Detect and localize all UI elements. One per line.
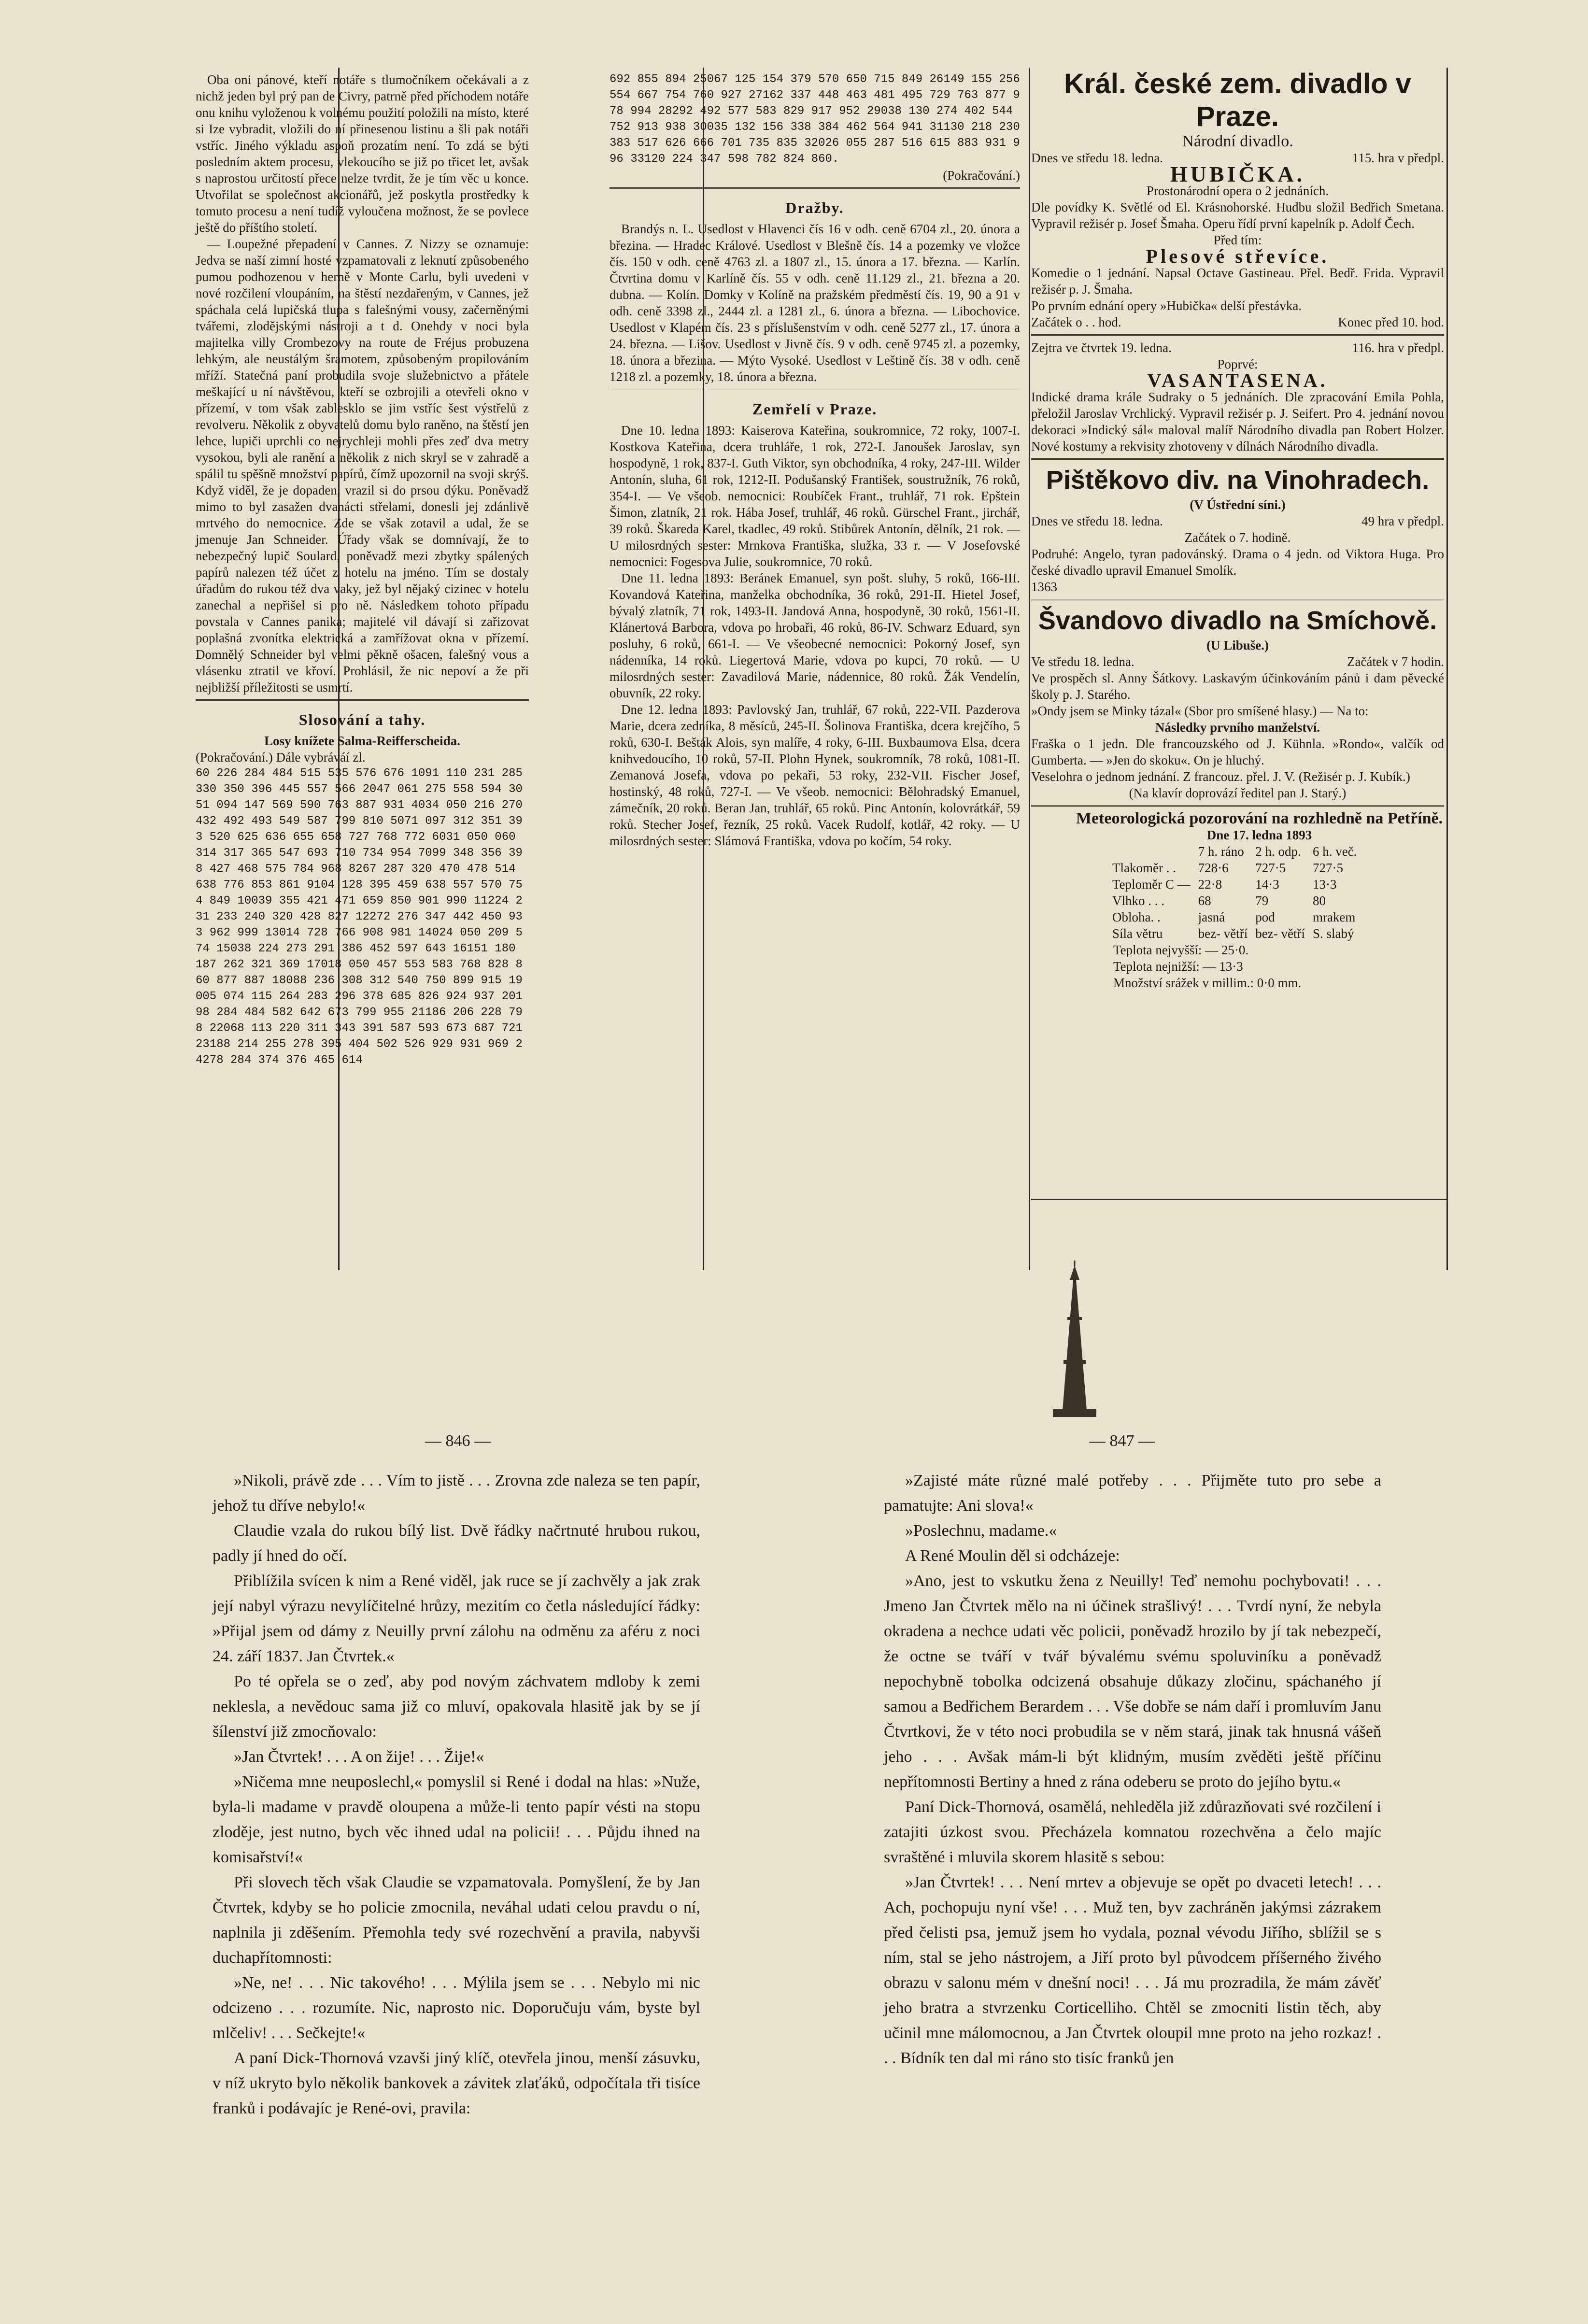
deaths-paragraph: Dne 11. ledna 1893: Beránek Emanuel, syn pošt. sluhy, 5 roků, 166-III. Kovandová Kateřina, manželka obchodníka, 36 roků, 291-II. Hietel Josef, bývalý zlatník, 71 rok, 1493-II. Jandová Anna, hospodyně, 30 roků, 1561-II. Klánertová Barbora, vdova po hrobaři, 46 roků, 86-IV. Schwarz Eduard, syn posluhy, 6 roků, 661-I. — Ve všeobecné nemocnici: Pokorný Josef, syn nádenníka, 14 roků. Liegertová Marie, vdova po kupci, 70 roků. — U milosrdných sester: Zavadilová Marie, nádennice, 80 roků. Žák Vendelín, obuvník, 22 roky.	[610, 571, 1020, 700]
weather-value: bez- větří	[1255, 926, 1305, 941]
theatre-subtitle: (U Libuše.)	[1206, 638, 1269, 652]
novel-paragraph: »Zajisté máte různé malé potřeby . . . Přijměte tuto pro sebe a pamatujte: Ani slova!«	[884, 1472, 1381, 1515]
separator	[610, 389, 1020, 390]
play-title: VASANTASENA.	[1147, 369, 1328, 391]
novel-paragraph: Po té opřela se o zeď, aby pod novým záchvatem mdloby k zemi neklesla, a nevědouc sama již co mluví, opakovala hlasitě jak by se jí šílenství již zmocňovalo:	[213, 1672, 700, 1741]
section-heading: Dražby.	[785, 199, 844, 216]
weather-value: S. slabý	[1312, 926, 1354, 941]
show-number: 116. hra v předpl.	[1352, 340, 1444, 355]
intermission-note: Po prvním ednání opery »Hubička« delší přestávka.	[1031, 298, 1302, 313]
show-date: Dnes ve středu 18. ledna.	[1031, 151, 1163, 165]
novel-paragraph: Přiblížila svícen k nim a René viděl, jak ruce se jí zachvěly a jak zrak její nabyl výrazu nevylíčitelné hrůzy, mezitím co četla následující řádky: »Přijal jsem od dámy z Neuilly první zálohu na odměnu za aféru z noci 24. září 1837. Jan Čtvrtek.«	[213, 1572, 700, 1665]
separator	[1031, 805, 1444, 807]
lottery-intro: (Pokračování.) Dále vybráváí zl.	[196, 750, 366, 765]
weather-value: 727·5	[1312, 861, 1343, 875]
play-description: Prostonárodní opera o 2 jednáních.	[1146, 184, 1329, 198]
before-label: Před tím:	[1213, 233, 1262, 247]
novel-paragraph: Paní Dick-Thornová, osamělá, nehleděla již zdůrazňovati své rozčilení i zatajiti úzkost svou. Přecházela komnatou rozechvěna a čelo majíc svraštěné i mluvila skorem hlasitě s sebou:	[884, 1798, 1381, 1866]
section-heading: Zemřelí v Praze.	[752, 400, 878, 418]
show-date: Zejtra ve čtvrtek 19. ledna.	[1031, 340, 1172, 355]
novel-paragraph: »Ne, ne! . . . Nic takového! . . . Mýlila jsem se . . . Nebylo mi nic odcizeno . . . rozumíte. Nic, naprosto nic. Doporučuju vám, byste byl mlčeliv! . . . Sečkejte!«	[213, 1974, 700, 2042]
weather-value: 13·3	[1312, 877, 1337, 892]
show-date: Dnes ve středu 18. ledna.	[1031, 514, 1163, 528]
page-number: — 846 —	[425, 1432, 491, 1450]
weather-col: 6 h. več.	[1312, 844, 1357, 859]
novel-paragraph: »Jan Čtvrtek! . . . Není mrtev a objevuje se opět po dvaceti letech! . . . Ach, pochopuju nyní vše! . . . Muž ten, byv zachráněn jakýmsi zázrakem před čelisti psa, jemuž jsem ho vydala, poznal vévodu Jiřího, sblížil se s ním, stal se jeho nástrojem, a Jiří proto byl původcem příšerného živého obrazu v salonu mém v dnešní noci! . . . Já mu prozradila, že mám závěť jeho bratra a stvrzenku Corticelliho. Chtěl se zmocniti listin těch, aby učinil mne málomocnou, a Jan Čtvrtek oloupil mne proto na jeho rozkaz! . . . Bídník ten dal mi ráno sto tisíc franků jen	[884, 1873, 1381, 2067]
print-number: 1363	[1031, 580, 1057, 594]
weather-value: bez- větří	[1198, 926, 1248, 941]
play-credits: Komedie o 1 jednání. Napsal Octave Gastineau. Přel. Bedř. Frida. Vypravil režisér p. J. Šmaha.	[1031, 266, 1444, 297]
novel-right	[884, 1468, 1381, 2289]
petrin-tower-icon	[1038, 1261, 1111, 1420]
novel-paragraph: A René Moulin děl si odcházeje:	[905, 1547, 1120, 1565]
lottery-subheading: Losy knížete Salma-Reifferscheida.	[264, 734, 460, 748]
column-rule	[1446, 68, 1448, 1270]
play-credits: Indické drama krále Sudraky o 5 jednáních. Dle zpracování Emila Pohla, přeložil Jaroslav Vrchlický. Vypravil režisér p. J. Seifert. Pro 4. jednání novou dekoraci »Indický sál« maloval malíř Národního divadla pan Robert Holzer. Nové kostumy a rekvisity zhotoveny v dílnách Národního divadla.	[1031, 390, 1444, 453]
article-paragraph: Oba oni pánové, kteří notáře s tlumočníkem očekávali a z nichž jeden byl prý pan de Civry, patrně před příchodem notáře onu knihu vyloženou k volnému použití položili na místo, které si Ize vybradit, vložili do ní přinesenou listinu a šli pak notáři vstříc. Jiného výkladu aspoň prozatím není. To zdá se býti posledním aktem procesu, vlekoucího se již po třicet let, avšak s naprostou určitostí přece nelze tvrdit, že je tím věc u konce. Utvořilat se společnost akcionářů, jež poskytla prostředky k tomuto procesu a není tudíž vyloučena možnost, že se povlece ještě do příštího století.	[196, 72, 529, 235]
weather-label: Teploměr C —	[1112, 877, 1191, 892]
continued-note: (Pokračování.)	[943, 168, 1020, 183]
novel-paragraph: »Ničema mne neuposlechl,« pomyslil si René i dodal na hlas: »Nuže, byla-li madame v pravdě oloupena a může-li tento papír vésti na stopu zloděje, jest nutno, bych věc ihned udal na policii! . . . Půjdu ihned na komisařství!«	[213, 1773, 700, 1866]
weather-value: 22·8	[1198, 877, 1222, 892]
deaths-paragraph: Dne 10. ledna 1893: Kaiserova Kateřina, soukromnice, 72 roky, 1007-I. Kostkova Kateřina, dcera truhláře, 1 rok, 272-I. Janoušek Jaroslav, syn hospodyně, 1 rok, 837-I. Guth Viktor, syn obchodníka, 4 roky, 247-III. Wilder Antonín, sluha, 61 rok, 1212-II. Podušanský František, soustružník, 76 roků, 354-I. — Ve všeob. nemocnici: Roubíček Frant., truhlář, 71 rok. Epštein Šimon, zlatník, 21 rok. Hába Josef, truhlář, 46 roků. Gürschel Frant., jirchář, 39 roků. Škareda Karel, tkadlec, 49 roků. Stibůrek Antonín, dělník, 21 rok. — U milosrdných sester: Mrnkova Františka, služka, 33 r. — V Josefovské nemocnici: Fogesova Julie, soukromnice, 70 roků.	[610, 423, 1020, 569]
auction-list: Brandýs n. L. Usedlost v Hlavenci čís 16 v odh. ceně 6704 zl., 20. února a březina. — Hradec Králové. Usedlost v Blešně čís. 14 a pozemky ve vložce čís. 150 v odh. ceně 4763 zl. a 1807 zl., 15. února a 17. března. — Karlín. Čtvrtina domu v Karlíně čís. 55 v odh. ceně 11.129 zl., 21. března a 20. dubna. — Kolín. Domky v Kolíně na pražském předměstí čís. 19, 90 a 91 v odh. ceně 3398 zl., 2444 zl. a 1281 zl., 6. února a března. — Libochovice. Usedlost v Klapém čís. 23 s příslušenstvím v odh. ceně 5277 zl., 17. února a 24. března. — Lišov. Usedlost v Jivně čís. 9 v odh. ceně 9745 zl. a pozemky, 18. února a březina. — Mýto Vysoké. Usedlost v Leštině čís. 38 v odh. ceně 1218 zl. a pozemky, 18. února a března.	[610, 222, 1020, 384]
temp-min: Teplota nejnižší: — 13·3	[1113, 959, 1243, 974]
novel-paragraph: »Ano, jest to vskutku žena z Neuilly! Teď nemohu pochybovati! . . . Jmeno Jan Čtvrtek mělo na ni účinek strašlivý! . . . Tvrdí nyní, že nebyla okradena a nechce udati věc policii, poněvadž hrozilo by jí tak nebezpečí, že octne se tváří v tvář bývalému svému spoluviníku a poněvadž nepochybně tobolka odcizená obsahuje důkazy zločinu, spáchaného jí samou a Bedřichem Berardem . . . Vše dobře se nám daří i promluvím Janu Čtvrtkovi, že v této noci probudila se v něm stará, jinak tak hnusná vášeň jeho . . . Avšak mám-li být klidným, musím zvěděti ještě příčinu nepřítomnosti Bertiny a hned z rána odeberu se proto do jejího bytu.«	[884, 1572, 1381, 1791]
separator	[196, 699, 529, 701]
weather-value: 79	[1255, 893, 1269, 908]
show-date: Ve středu 18. ledna.	[1031, 654, 1134, 669]
weather-label: Obloha. .	[1112, 910, 1161, 924]
weather-label: Síla větru	[1112, 926, 1163, 941]
weather-col: 2 h. odp.	[1255, 844, 1301, 859]
accompaniment-note: (Na klavír doprovází ředitel pan J. Starý.)	[1129, 786, 1347, 800]
weather-col: 7 h. ráno	[1198, 844, 1244, 859]
article-paragraph: — Loupežné přepadení v Cannes. Z Nizzy se oznamuje: Jedva se naší zimní hosté vzpamatovali z leknutí způsobeného pumou podhozenou v herně v Monte Carlu, byli uvedeni v nové rozčilení vloupáním, na štěstí nezdařeným, v Cannes, jež spáchala celá lupičská tlupa s falešnými vousy, začerněnými tvářemi, zlodějskými nástroji a t d. Onehdy v noci byla majitelka villy Crombezovy na route de Fréjus probuzena lehkým, ale neustálým šramotem, způsobeným propilováním mříží. Statečná paní probudila svoje služebnictvo a přátele meškající u ní návštěvou, kteří se ozbrojili a otevřeli okno v přízemí, v tom však zablesklo se jim vstříc šest výstřelů z revolveru. Několik z obyvatelů domu bylo raněno, na štěstí jen lehce, lupiči uprchli co nejrychleji mohli přes zeď dva metry vysokou, byli ale ranění a několik z nich skryl se v zahradě a spálil tu spěšně množství papírů, čímž upozornil na svoji skrýš. Když viděl, že je dopaden, vrazil si do prsou dýku. Poněvadž mimo to byl zasažen dvanácti střelami, donesli jej zdánlivě mrtvého do nemocnice. Zde se však zotavil a udal, že se jmenuje Jan Schneider. Úřady však se domnívají, že to nebezpečný lupič Soulard, poněvadž mezi zbytky spálených papírů nalezen též účet z hotelu na jméno. Tím se dostaly úřadům do rukou též dva vaky, jež byl nějaký cizinec v hotelu zanechal a nepřišel si pro ně. Následkem tohoto případu povstala v Cannes panika; majitelé vil dávají si zařizovat poplašná zvonítka elektrická a zamřížovat okna v přízemí. Domnělý Schneider byl velmi pěkně ošacen, falešný vous a vlásenku ztratil ve křoví. Prohlásil, že nic nepoví a že při nejbližší příležitosti se usmrtí.	[196, 237, 529, 694]
separator	[1031, 599, 1444, 600]
play-title: Plesové střevíce.	[1146, 245, 1330, 267]
page-number: — 847 —	[1089, 1432, 1155, 1450]
play-title: HUBIČKA.	[1170, 162, 1305, 186]
weather-label: Tlakoměr . .	[1112, 861, 1176, 875]
precipitation: Množství srážek v millim.: 0·0 mm.	[1113, 976, 1302, 990]
show-number: 49 hra v předpl.	[1361, 514, 1444, 528]
lottery-numbers-cont: 692 855 894 25067 125 154 379 570 650 715 849 26149 155 256 554 667 754 760 927 27162 337 448 463 481 495 729 763 877 978 994 28292 492 577 583 829 917 952 29038 130 274 402 544 752 913 938 30035 132 156 338 384 462 564 941 31130 218 230 383 517 626 666 701 735 835 32026 055 287 516 615 883 931 996 33120 224 347 598 782 824 860.	[610, 73, 1027, 166]
novel-paragraph: »Poslechnu, madame.«	[905, 1522, 1057, 1540]
bottom-rule	[1031, 1199, 1446, 1200]
separator	[1031, 458, 1444, 460]
play-title: Následky prvního manželství.	[1155, 720, 1320, 735]
lottery-numbers: 60 226 284 484 515 535 576 676 1091 110 231 285 330 350 396 445 557 566 2047 061 275 558 594 3051 094 147 569 590 763 887 931 4034 050 216 270 432 492 493 549 587 799 810 5071 097 312 351 393 520 625 636 655 658 727 768 772 6031 050 060 314 317 365 547 693 710 734 954 7099 348 356 398 427 468 575 784 968 8267 287 320 470 478 514 638 776 853 861 9104 128 395 459 638 557 570 754 849 10039 355 421 471 659 850 901 990 11224 231 233 240 320 428 827 12272 276 347 442 450 933 962 999 13014 728 766 908 981 14024 050 209 574 15038 224 273 291 386 452 597 643 16151 180 187 262 321 369 17018 050 457 553 583 768 828 860 877 887 18088 236 308 312 540 750 899 915 19005 074 115 264 283 296 378 685 826 924 937 20198 284 484 582 642 673 799 955 21186 206 228 798 22068 113 220 311 343 391 587 593 673 687 721 23188 214 255 278 395 404 502 526 929 931 969 24278 284 374 376 465 614	[196, 767, 530, 1067]
separator	[610, 187, 1020, 189]
weather-value: 728·6	[1198, 861, 1229, 875]
deaths-paragraph: Dne 12. ledna 1893: Pavlovský Jan, truhlář, 67 roků, 222-VII. Pazderova Marie, dcera zedníka, 8 měsíců, 245-II. Šolinova Františka, dcera krejčího, 5 roků, 630-I. Bešták Alois, syn malíře, 4 roky, 6-III. Buxbaumova Elsa, dcera knihvedoucího, 10 roků, 57-II. Plohn Hynek, soukromník, 78 roků, 1081-II. Zemanová Josefa, vdova po pekaři, 53 roky, 232-VII. Fischer Josef, hostinský, 48 roků, 727-I. — Ve všeob. nemocnici: Bělohradský Emanuel, zámečník, 20 roků. Beran Jan, truhlář, 65 roků. Pinc Antonín, kolovrátkář, 59 roků. Stecher Josef, řezník, 25 roků. Vacek Rudolf, kotlář, 42 roky. — U milosrdných sester: Slámová Františka, vdova po kočím, 54 roky.	[610, 702, 1020, 848]
show-number: 115. hra v předpl.	[1352, 151, 1444, 165]
start-time: Začátek v 7 hodin.	[1347, 654, 1444, 669]
weather-value: jasná	[1198, 910, 1225, 924]
program-item: Fraška o 1 jedn. Dle francouzského od J. Kühnla. »Rondo«, valčík od Gumberta. — »Jen do skoku«. On je hluchý.	[1031, 737, 1444, 767]
temp-max: Teplota nejvyšší: — 25·0.	[1113, 943, 1249, 957]
weather-value: mrakem	[1312, 910, 1356, 924]
benefit-note: Ve prospěch sl. Anny Šátkovy. Laskavým účinkováním pánů i dam pěvecké školy p. J. Starého.	[1031, 671, 1444, 702]
novel-left	[213, 1468, 700, 2289]
weather-value: 68	[1198, 893, 1211, 908]
theatre-title: Švandovo divadlo na Smíchově.	[1038, 606, 1437, 635]
weather-label: Vlhko . . .	[1112, 893, 1164, 908]
theatre-subtitle: (V Ústřední síni.)	[1190, 497, 1286, 512]
weather-value: 80	[1312, 893, 1326, 908]
novel-paragraph: »Nikoli, právě zde . . . Vím to jistě . . . Zrovna zde naleza se ten papír, jehož tu dříve nebylo!«	[213, 1472, 700, 1515]
column-rule	[1029, 68, 1030, 1270]
theatre-column	[1031, 68, 1444, 1198]
weather-value: 14·3	[1255, 877, 1279, 892]
novel-paragraph: »Jan Čtvrtek! . . . A on žije! . . . Žije!«	[234, 1748, 484, 1766]
novel-paragraph: Claudie vzala do rukou bílý list. Dvě řádky načrtnuté hrubou rukou, padly jí hned do očí.	[213, 1522, 700, 1565]
weather-value: pod	[1255, 910, 1275, 924]
weather-date: Dne 17. ledna 1893	[1206, 828, 1312, 842]
weather-value: 727·5	[1255, 861, 1286, 875]
auctions-deaths-column	[610, 71, 1027, 1264]
start-time: Začátek o 7. hodině.	[1184, 530, 1291, 545]
program-item: Veselohra o jednom jednání. Z francouz. přel. J. V. (Režisér p. J. Kubík.)	[1031, 769, 1410, 784]
first-label: Poprvé:	[1217, 357, 1258, 371]
novel-paragraph: A paní Dick-Thornová vzavši jiný klíč, otevřela jinou, menší zásuvku, v níž ukryto bylo několik bankovek a závitek zlaťáků, odpočítala tři tisíce franků i podávajíc je René-ovi, pravila:	[213, 2049, 700, 2117]
theatre-title: Pištěkovo div. na Vinohradech.	[1046, 466, 1430, 495]
section-heading: Slosování a tahy.	[298, 711, 426, 728]
weather-title: Meteorologická pozorování na rozhledně na Petříně.	[1076, 809, 1443, 827]
theatre-title: Král. české zem. divadlo v Praze.	[1064, 68, 1411, 132]
theatre-subtitle: Národní divadlo.	[1182, 132, 1293, 150]
novel-paragraph: Při slovech těch však Claudie se vzpamatovala. Pomyšlení, že by Jan Čtvrtek, kdyby se ho policie zmocnila, neváhal udati celou pravdu o ní, naplnila ji zděšením. Přemohla tedy své rozechvění a pravila, nabyvši duchapřítomnosti:	[213, 1873, 700, 1967]
separator	[1031, 334, 1444, 336]
start-time: Začátek o . . hod.	[1031, 315, 1121, 329]
end-time: Konec před 10. hod.	[1338, 315, 1444, 329]
play-credits: Dle povídky K. Světlé od El. Krásnohorské. Hudbu složil Bedřich Smetana. Vypravil režisér p. Josef Šmaha. Operu řídí první kapelník p. Adolf Čech.	[1031, 200, 1444, 231]
play-credits: Podruhé: Angelo, tyran padovánský. Drama o 4 jedn. od Viktora Huga. Pro české divadlo upravil Emanuel Smolík.	[1031, 547, 1444, 578]
program-item: »Ondy jsem se Minky tázal« (Sbor pro smíšené hlasy.) — Na to:	[1031, 704, 1369, 718]
weather-table	[1108, 843, 1361, 942]
column-1	[196, 71, 529, 1269]
